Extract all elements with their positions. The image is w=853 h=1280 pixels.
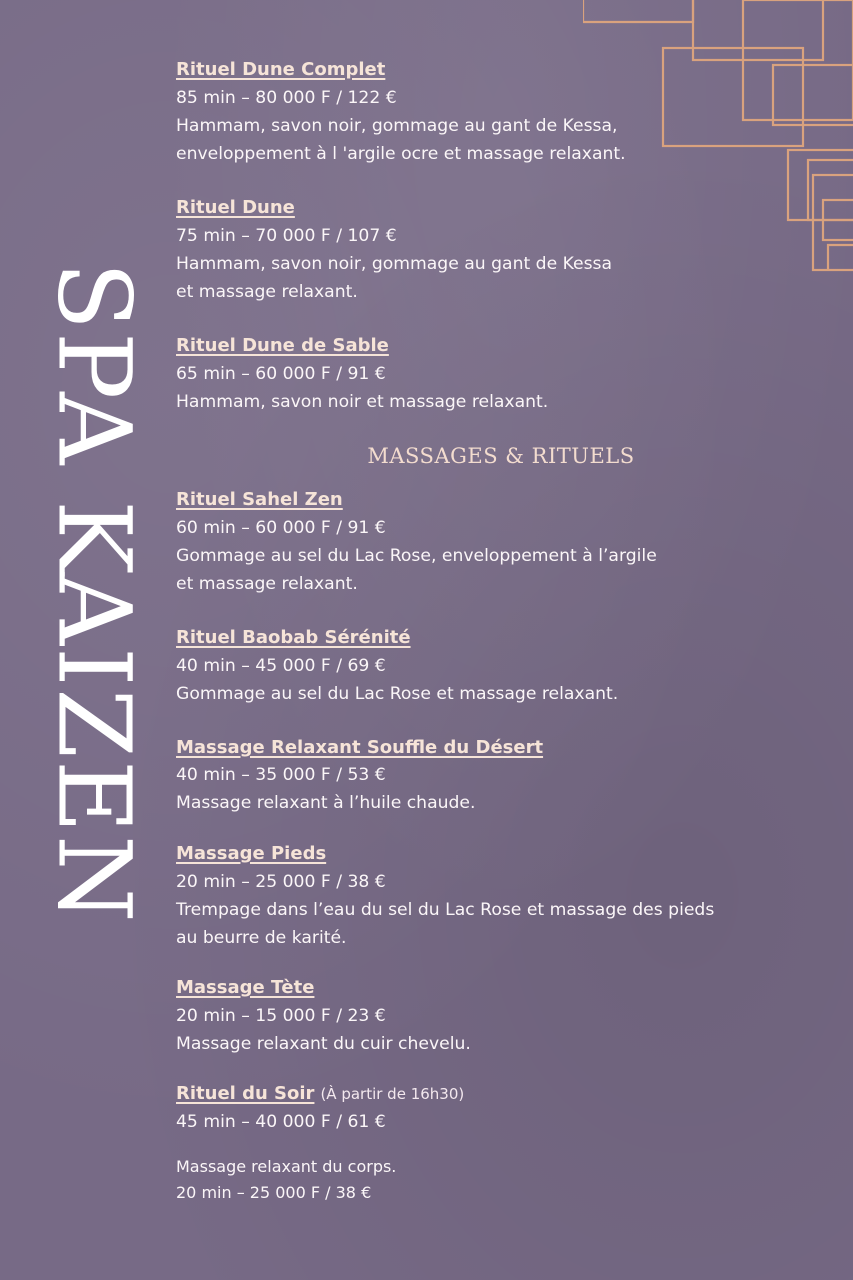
item-description: au beurre de karité. xyxy=(176,928,347,948)
menu-item-rituel-dune xyxy=(176,194,826,306)
item-price: 45 min – 40 000 F / 61 € xyxy=(176,1112,386,1132)
item-description: Massage relaxant du corps. xyxy=(176,1157,397,1176)
item-description: Gommage au sel du Lac Rose et massage relaxant. xyxy=(176,684,619,704)
menu-item-rituel-sahel-zen xyxy=(176,486,826,598)
item-description: Hammam, savon noir, gommage au gant de Kessa, xyxy=(176,116,618,136)
item-price: 20 min – 25 000 F / 38 € xyxy=(176,872,386,892)
item-title: Massage Tète xyxy=(176,977,315,998)
item-description: Trempage dans l’eau du sel du Lac Rose et massage des pieds xyxy=(176,900,715,920)
item-description: Massage relaxant du cuir chevelu. xyxy=(176,1034,471,1054)
item-price: 85 min – 80 000 F / 122 € xyxy=(176,88,397,108)
item-description: Gommage au sel du Lac Rose, enveloppement à l’argile xyxy=(176,546,657,566)
menu-item-extra xyxy=(176,1154,826,1206)
item-title: Rituel Dune Complet xyxy=(176,59,386,80)
item-title: Rituel Sahel Zen xyxy=(176,489,343,510)
brand-title-container xyxy=(28,108,158,1078)
item-title: Rituel Baobab Sérénité xyxy=(176,627,411,648)
item-price: 75 min – 70 000 F / 107 € xyxy=(176,226,397,246)
item-price: 60 min – 60 000 F / 91 € xyxy=(176,518,386,538)
item-price: 40 min – 35 000 F / 53 € xyxy=(176,765,386,785)
item-description: Hammam, savon noir et massage relaxant. xyxy=(176,392,549,412)
menu-item-massage-tete xyxy=(176,974,826,1058)
item-title: Massage Pieds xyxy=(176,843,327,864)
item-description: enveloppement à l 'argile ocre et massage relaxant. xyxy=(176,144,626,164)
item-description: Hammam, savon noir, gommage au gant de Kessa xyxy=(176,254,613,274)
item-title: Rituel Dune xyxy=(176,197,295,218)
menu-item-rituel-dune-complet xyxy=(176,56,826,168)
menu-item-rituel-du-soir xyxy=(176,1080,826,1136)
menu-item-rituel-baobab-serenite xyxy=(176,624,826,708)
item-price: 65 min – 60 000 F / 91 € xyxy=(176,364,386,384)
item-description: et massage relaxant. xyxy=(176,282,358,302)
section-heading: MASSAGES & RITUELS xyxy=(367,444,635,468)
menu-item-massage-pieds xyxy=(176,840,826,952)
item-description: et massage relaxant. xyxy=(176,574,358,594)
item-availability-note: (À partir de 16h30) xyxy=(320,1085,465,1103)
item-price: 20 min – 15 000 F / 23 € xyxy=(176,1006,386,1026)
item-title: Rituel Dune de Sable xyxy=(176,335,389,356)
menu-content xyxy=(176,56,826,1206)
item-title: Massage Relaxant Souffle du Désert xyxy=(176,737,544,758)
item-price: 40 min – 45 000 F / 69 € xyxy=(176,656,386,676)
item-description: Massage relaxant à l’huile chaude. xyxy=(176,793,476,813)
menu-item-rituel-dune-de-sable xyxy=(176,332,826,416)
item-price: 20 min – 25 000 F / 38 € xyxy=(176,1183,372,1202)
brand-title: SPA KAIZEN xyxy=(35,261,152,925)
item-title: Rituel du Soir xyxy=(176,1083,315,1104)
menu-item-massage-relaxant-souffle xyxy=(176,734,826,818)
